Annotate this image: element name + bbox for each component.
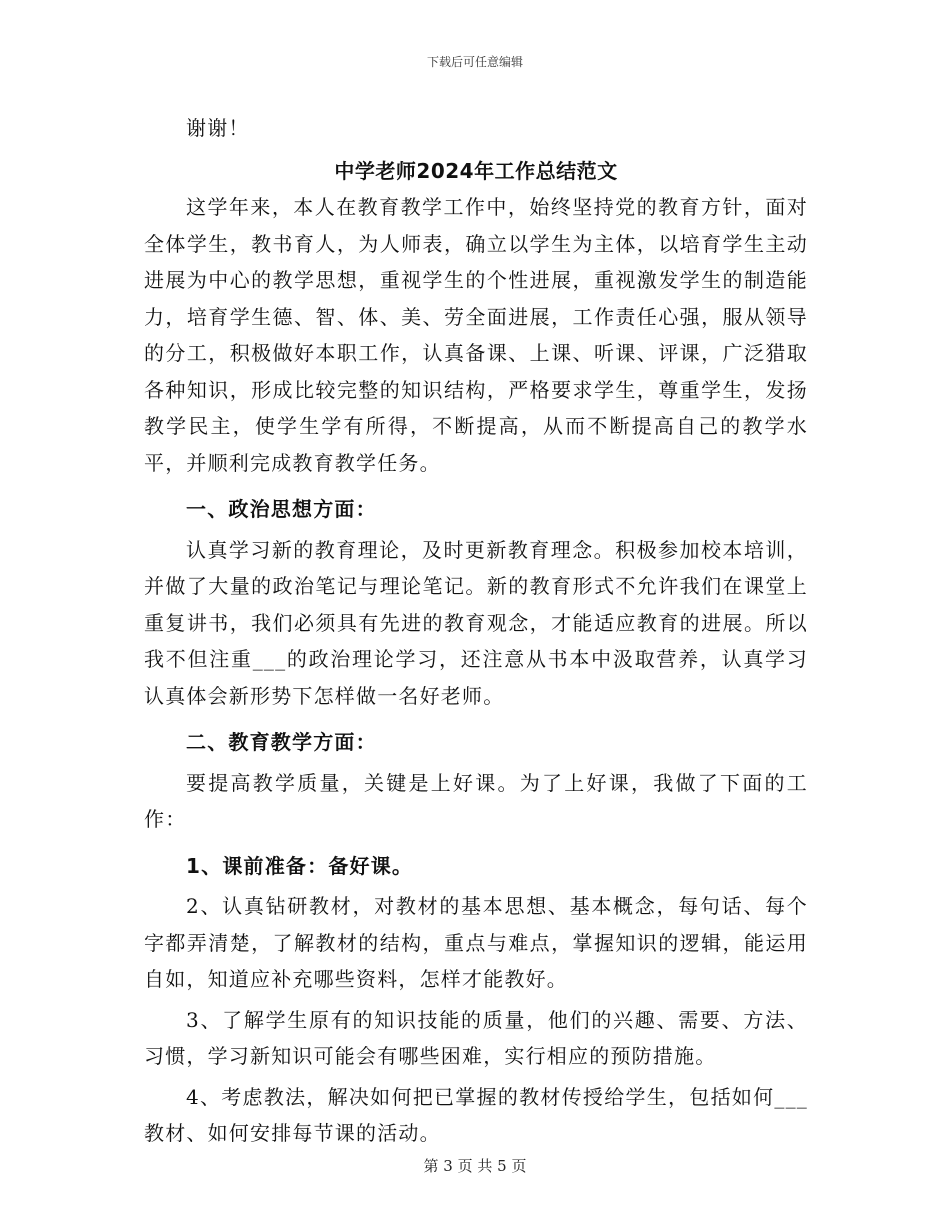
page-header-note: 下载后可任意编辑 <box>426 55 523 69</box>
list-item-understand-students: 3、了解学生原有的知识技能的质量，他们的兴趣、需要、方法、习惯，学习新知识可能会有哪些困难，实行相应的预防措施。 <box>144 1007 808 1068</box>
section-body-politics: 认真学习新的教育理论，及时更新教育理念。积极参加校本培训，并做了大量的政治笔记与理论笔记。新的教育形式不允许我们在课堂上重复讲书，我们必须具有先进的教育观念，才能适应教育的进展。所以我不但注重___的政治理论学习，还注意从书本中汲取营养，认真学习认真体会新形势下怎样做一名好老师。 <box>144 537 808 708</box>
section-heading-teaching: 二、教育教学方面： <box>186 730 377 754</box>
item-heading-preparation: 1、课前准备：备好课。 <box>186 853 414 878</box>
page-indicator: 第 3 页 共 5 页 <box>423 1157 527 1175</box>
thanks-line: 谢谢！ <box>186 116 250 140</box>
intro-paragraph: 这学年来，本人在教育教学工作中，始终坚持党的教育方针，面对全体学生，教书育人，为人师表，确立以学生为主体，以培育学生主动进展为中心的教学思想，重视学生的个性进展，重视激发学生的制造能力，培育学生德、智、体、美、劳全面进展，工作责任心强，服从领导的分工，积极做好本职工作，认真备课、上课、听课、评课，广泛猎取各种知识，形成比较完整的知识结构，严格要求学生，尊重学生，发扬教学民主，使学生学有所得，不断提高，从而不断提高自己的教学水平，并顺利完成教育教学任务。 <box>144 195 808 475</box>
document-body <box>144 110 808 1152</box>
section-heading-politics: 一、政治思想方面： <box>186 497 377 521</box>
list-item-teaching-method: 4、考虑教法，解决如何把已掌握的教材传授给学生，包括如何___教材、如何安排每节课的活动。 <box>144 1084 808 1145</box>
list-item-study-materials: 2、认真钻研教材，对教材的基本思想、基本概念，每句话、每个字都弄清楚，了解教材的结构，重点与难点，掌握知识的逻辑，能运用自如，知道应补充哪些资料，怎样才能教好。 <box>144 894 808 991</box>
section-body-teaching: 要提高教学质量，关键是上好课。为了上好课，我做了下面的工作： <box>144 770 808 831</box>
document-title: 中学老师2024年工作总结范文 <box>334 158 618 183</box>
